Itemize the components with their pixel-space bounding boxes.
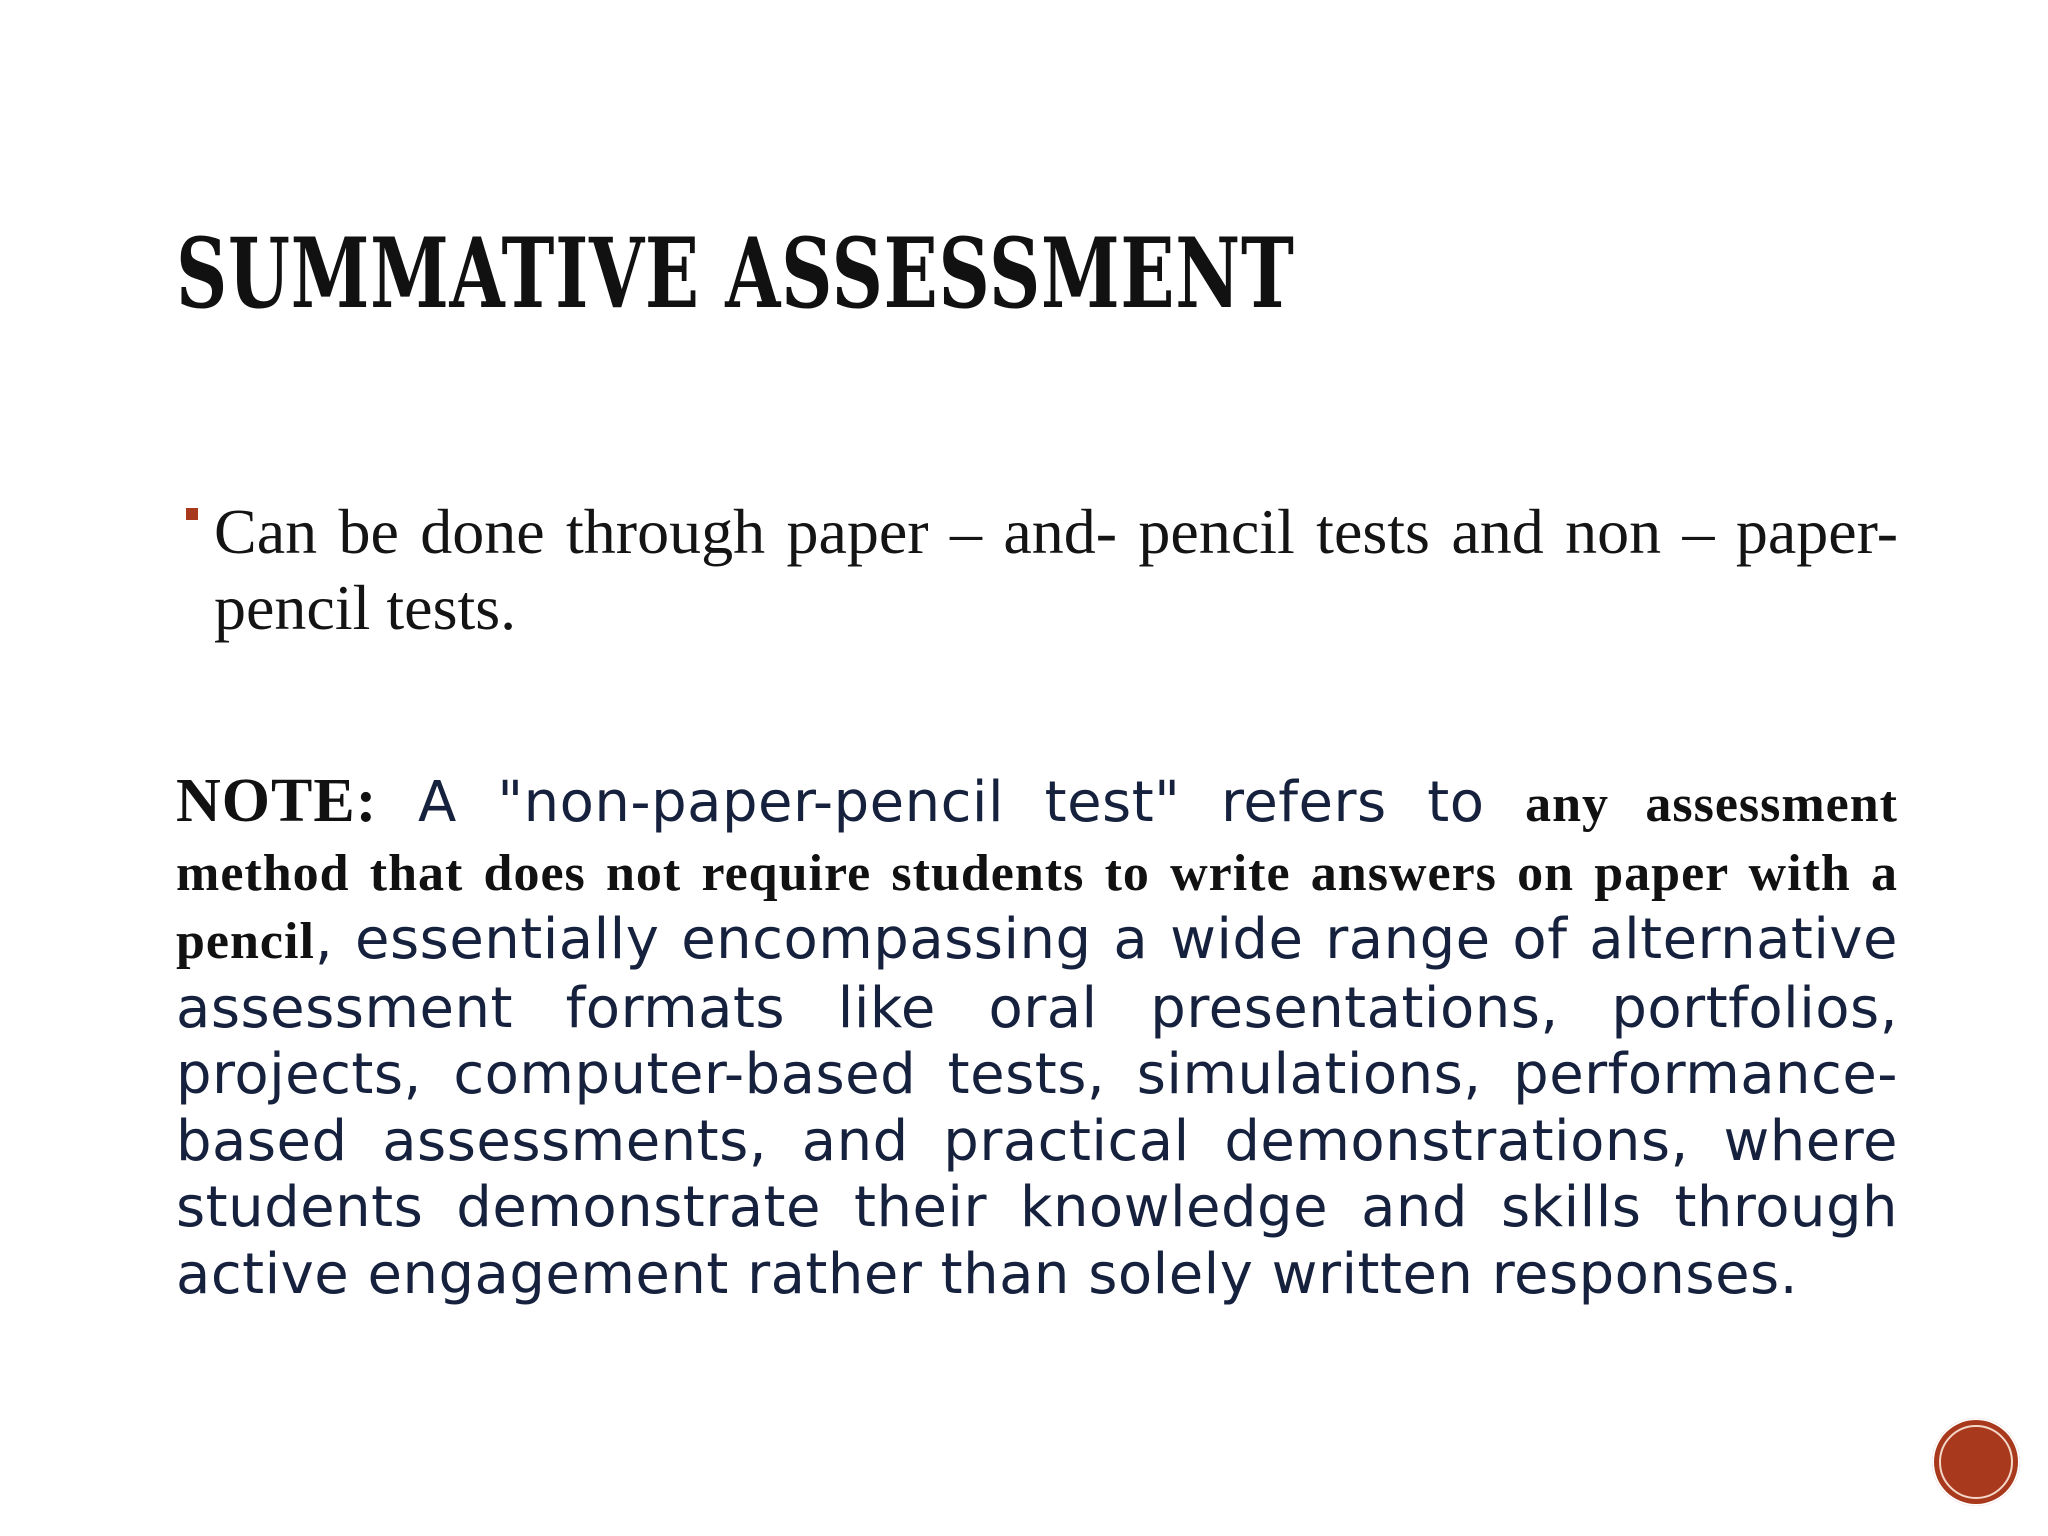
note-paragraph <box>176 768 1898 1308</box>
note-label: NOTE: <box>176 767 378 835</box>
note-emphasis: any assessment method that does not require students to write answers on paper with a pencil <box>176 776 1898 970</box>
square-bullet-icon <box>186 508 198 520</box>
bullet-item <box>186 494 1898 646</box>
note-intro: A "non-paper-pencil test" refers to <box>377 770 1526 835</box>
note-rest: , essentially encompassing a wide range of alternative assessment formats like oral presentations, portfolios, projects, computer-based tests, simulations, performance-based assessments, and practical demonstrations, where students demonstrate their knowledge and skills through active engagement rather than solely written responses. <box>176 907 1898 1307</box>
bullet-text: Can be done through paper – and- pencil tests and non – paper-pencil tests. <box>214 496 1898 643</box>
slide-title: SUMMATIVE ASSESSMENT <box>176 217 1295 330</box>
circle-badge-icon <box>1932 1418 2020 1506</box>
